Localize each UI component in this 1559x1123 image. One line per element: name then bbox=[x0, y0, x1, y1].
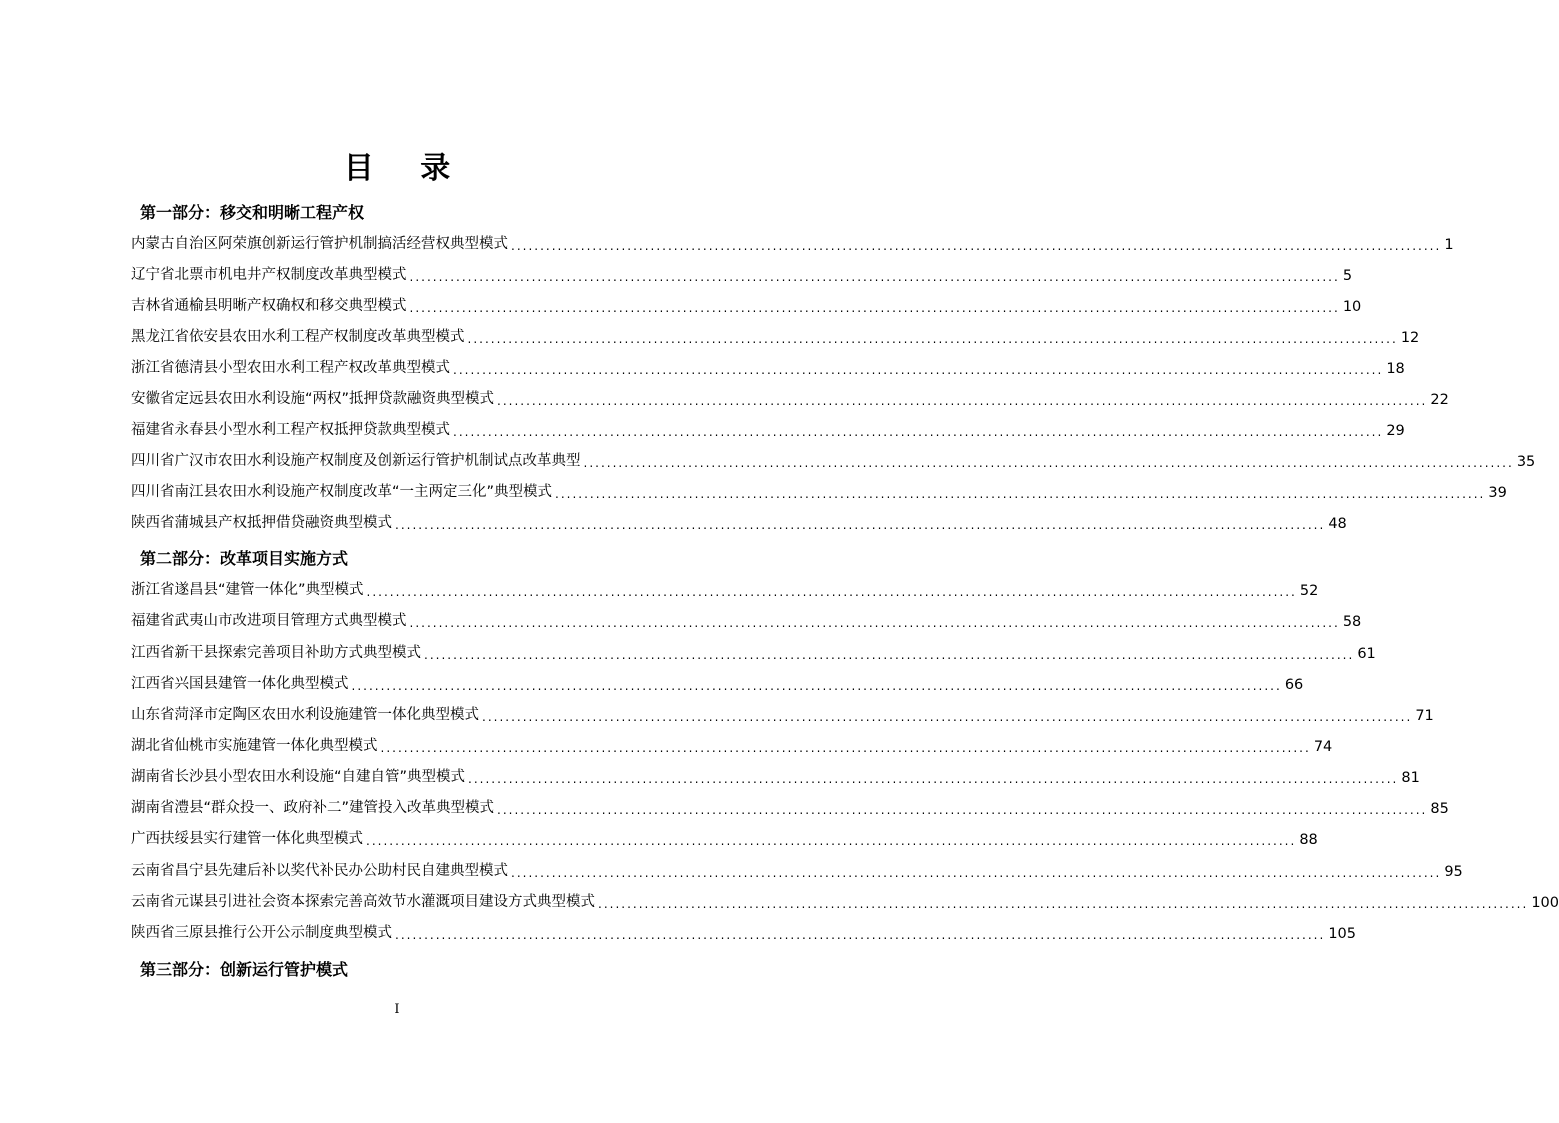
dot-leader: ................................................................................................................................................................ bbox=[497, 394, 1428, 408]
toc-entry[interactable] bbox=[131, 891, 1559, 911]
toc-entry[interactable] bbox=[131, 735, 1333, 755]
dot-leader: ................................................................................................................................................................ bbox=[453, 425, 1384, 439]
toc-entry-title: 浙江省遂昌县“建管一体化”典型模式 bbox=[131, 582, 364, 598]
toc-entry-title: 湖南省长沙县小型农田水利设施“自建自管”典型模式 bbox=[131, 769, 466, 785]
toc-entry-page: 22 bbox=[1430, 392, 1449, 408]
page-number: I bbox=[394, 1002, 400, 1017]
toc-entry-title: 浙江省德清县小型农田水利工程产权改革典型模式 bbox=[131, 360, 450, 376]
toc-entry[interactable] bbox=[131, 450, 1536, 470]
toc-entry[interactable] bbox=[131, 419, 1405, 439]
dot-leader: ................................................................................................................................................................ bbox=[409, 270, 1340, 284]
dot-leader: ................................................................................................................................................................ bbox=[424, 648, 1355, 662]
toc-entry[interactable] bbox=[131, 642, 1376, 662]
toc-entry-title: 陕西省三原县推行公开公示制度典型模式 bbox=[131, 925, 392, 941]
toc-entry[interactable] bbox=[131, 388, 1449, 408]
section-heading-1: 第一部分：移交和明晰工程产权 bbox=[140, 203, 365, 222]
dot-leader: ................................................................................................................................................................ bbox=[380, 741, 1311, 755]
toc-entry-page: 58 bbox=[1342, 614, 1362, 630]
section-heading-2: 第二部分：改革项目实施方式 bbox=[140, 549, 349, 568]
dot-leader: ................................................................................................................................................................ bbox=[511, 239, 1442, 253]
dot-leader: ................................................................................................................................................................ bbox=[351, 679, 1282, 693]
toc-entry-title: 陕西省蒲城县产权抵押借贷融资典型模式 bbox=[131, 515, 392, 531]
toc-entry-page: 74 bbox=[1313, 739, 1333, 755]
toc-entry-page: 105 bbox=[1328, 926, 1356, 942]
toc-entry-title: 福建省武夷山市改进项目管理方式典型模式 bbox=[131, 613, 407, 629]
dot-leader: ................................................................................................................................................................ bbox=[482, 710, 1413, 724]
toc-entry-title: 吉林省通榆县明晰产权确权和移交典型模式 bbox=[131, 298, 407, 314]
toc-entry-title: 内蒙古自治区阿荣旗创新运行管护机制搞活经营权典型模式 bbox=[131, 236, 508, 252]
dot-leader: ................................................................................................................................................................ bbox=[409, 301, 1340, 315]
toc-entry-title: 黑龙江省依安县农田水利工程产权制度改革典型模式 bbox=[131, 329, 465, 345]
toc-entry-page: 95 bbox=[1444, 864, 1463, 880]
dot-leader: ................................................................................................................................................................ bbox=[366, 585, 1297, 599]
dot-leader: ................................................................................................................................................................ bbox=[395, 518, 1326, 532]
toc-entry-page: 39 bbox=[1488, 485, 1507, 501]
toc-entry-title: 辽宁省北票市机电井产权制度改革典型模式 bbox=[131, 267, 407, 283]
toc-entry-title: 安徽省定远县农田水利设施“两权”抵押贷款融资典型模式 bbox=[131, 391, 495, 407]
dot-leader: ................................................................................................................................................................ bbox=[583, 456, 1514, 470]
toc-entry-title: 湖北省仙桃市实施建管一体化典型模式 bbox=[131, 738, 378, 754]
dot-leader: ................................................................................................................................................................ bbox=[453, 363, 1384, 377]
toc-entry-page: 18 bbox=[1386, 361, 1405, 377]
toc-entry-page: 71 bbox=[1415, 708, 1434, 724]
toc-entry[interactable] bbox=[131, 673, 1304, 693]
toc-entry-page: 10 bbox=[1342, 299, 1362, 315]
dot-leader: ................................................................................................................................................................ bbox=[555, 487, 1486, 501]
toc-entry-page: 81 bbox=[1401, 770, 1420, 786]
toc-entry[interactable] bbox=[131, 704, 1434, 724]
toc-entry-page: 1 bbox=[1444, 237, 1454, 253]
dot-leader: ................................................................................................................................................................ bbox=[409, 616, 1340, 630]
toc-entry-title: 云南省元谋县引进社会资本探索完善高效节水灌溉项目建设方式典型模式 bbox=[131, 894, 595, 910]
toc-entry-title: 江西省兴国县建管一体化典型模式 bbox=[131, 676, 349, 692]
toc-entry[interactable] bbox=[131, 579, 1319, 599]
toc-entry-page: 100 bbox=[1531, 895, 1559, 911]
toc-entry[interactable] bbox=[131, 264, 1353, 284]
toc-entry[interactable] bbox=[131, 922, 1356, 942]
toc-entry[interactable] bbox=[131, 766, 1420, 786]
toc-entry-title: 江西省新干县探索完善项目补助方式典型模式 bbox=[131, 645, 421, 661]
toc-entry-page: 88 bbox=[1299, 832, 1318, 848]
toc-entry-page: 85 bbox=[1430, 801, 1449, 817]
toc-title: 目 录 bbox=[343, 151, 469, 186]
dot-leader: ................................................................................................................................................................ bbox=[395, 928, 1326, 942]
toc-entry[interactable] bbox=[131, 512, 1347, 532]
dot-leader: ................................................................................................................................................................ bbox=[511, 866, 1442, 880]
toc-entry[interactable] bbox=[131, 828, 1318, 848]
toc-entry[interactable] bbox=[131, 860, 1463, 880]
section-heading-3: 第三部分：创新运行管护模式 bbox=[140, 960, 349, 979]
toc-entry-page: 5 bbox=[1342, 268, 1353, 284]
toc-entry[interactable] bbox=[131, 295, 1362, 315]
toc-entry-title: 广西扶绥县实行建管一体化典型模式 bbox=[131, 831, 363, 847]
toc-entry[interactable] bbox=[131, 357, 1405, 377]
toc-entry[interactable] bbox=[131, 610, 1362, 630]
toc-entry-title: 四川省广汉市农田水利设施产权制度及创新运行管护机制试点改革典型 bbox=[131, 453, 581, 469]
toc-entry-page: 29 bbox=[1386, 423, 1405, 439]
dot-leader: ................................................................................................................................................................ bbox=[598, 897, 1529, 911]
toc-entry-title: 四川省南江县农田水利设施产权制度改革“一主两定三化”典型模式 bbox=[131, 484, 553, 500]
toc-entry-title: 云南省昌宁县先建后补以奖代补民办公助村民自建典型模式 bbox=[131, 863, 508, 879]
toc-entry-title: 福建省永春县小型水利工程产权抵押贷款典型模式 bbox=[131, 422, 450, 438]
dot-leader: ................................................................................................................................................................ bbox=[497, 803, 1428, 817]
toc-entry-page: 12 bbox=[1400, 330, 1420, 346]
toc-entry-page: 52 bbox=[1299, 583, 1319, 599]
dot-leader: ................................................................................................................................................................ bbox=[467, 332, 1398, 346]
dot-leader: ................................................................................................................................................................ bbox=[366, 834, 1297, 848]
toc-entry[interactable] bbox=[131, 326, 1420, 346]
toc-entry[interactable] bbox=[131, 797, 1449, 817]
toc-entry-page: 35 bbox=[1516, 454, 1536, 470]
toc-entry-title: 湖南省澧县“群众投一、政府补二”建管投入改革典型模式 bbox=[131, 800, 495, 816]
toc-entry-page: 48 bbox=[1328, 516, 1347, 532]
toc-entry-title: 山东省菏泽市定陶区农田水利设施建管一体化典型模式 bbox=[131, 707, 479, 723]
toc-entry-page: 61 bbox=[1357, 646, 1376, 662]
dot-leader: ................................................................................................................................................................ bbox=[468, 772, 1399, 786]
toc-entry[interactable] bbox=[131, 481, 1507, 501]
toc-entry-page: 66 bbox=[1284, 677, 1304, 693]
toc-entry[interactable] bbox=[131, 233, 1454, 253]
